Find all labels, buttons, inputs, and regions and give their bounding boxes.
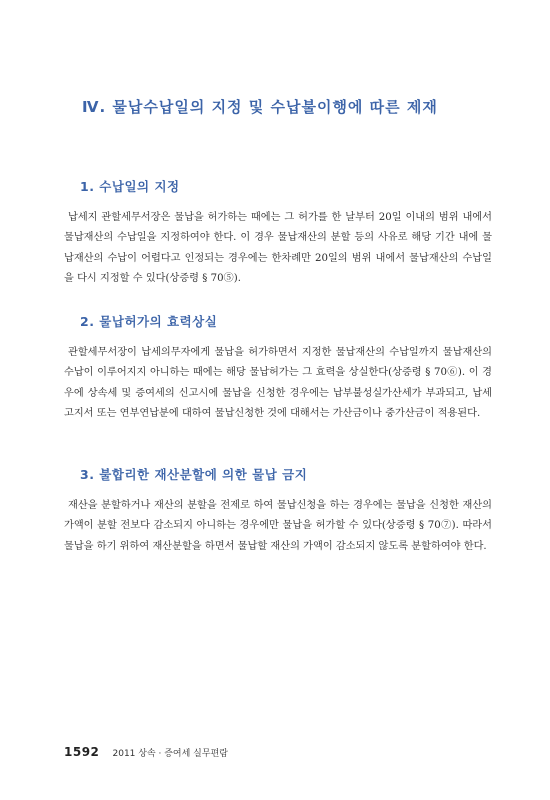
- section-heading-1: 1. 수납일의 지정: [80, 179, 180, 194]
- section-body-2: 관할세무서장이 납세의무자에게 물납을 허가하면서 지정한 물납재산의 수납일까지 물납재산의 수납이 이루어지지 아니하는 때에는 해당 물납허가는 그 효력을 상실한다(상증령 § 70⑥). 이 경우에 상속세 및 증여세의 신고시에 물납을 신청한 경우에는 납부불성실가산세가 부과되고, 납세고지서 또는 연부연납분에 대하여 물납신청한 것에 대해서는 가산금이나 중가산금이 적용된다.: [64, 347, 492, 419]
- section-body-3: 재산을 분할하거나 재산의 분할을 전제로 하여 물납신청을 하는 경우에는 물납을 신청한 재산의 가액이 분할 전보다 감소되지 아니하는 경우에만 물납을 허가할 수 있다(상증령 § 70⑦). 따라서 물납을 하기 위하여 재산분할을 하면서 물납할 재산의 가액이 감소되지 않도록 분할하여야 한다.: [64, 500, 492, 552]
- section-heading-3: 3. 불합리한 재산분할에 의한 물납 금지: [80, 467, 308, 482]
- page-number: 1592: [64, 745, 100, 759]
- section-body-1: 납세지 관할세무서장은 물납을 허가하는 때에는 그 허가를 한 날부터 20일 이내의 범위 내에서 물납재산의 수납일을 지정하여야 한다. 이 경우 물납재산의 분할 등의 사유로 해당 기간 내에 물납재산의 수납이 어렵다고 인정되는 경우에는 한차례만 20일의 범위 내에서 물납재산의 수납일을 다시 지정할 수 있다(상증령 § 70⑤).: [64, 212, 492, 284]
- section-heading-2: 2. 물납허가의 효력상실: [80, 314, 218, 329]
- chapter-title: Ⅳ. 물납수납일의 지정 및 수납불이행에 따른 제재: [82, 98, 438, 116]
- page-footer: [64, 741, 228, 760]
- book-title: 2011 상속 · 증여세 실무편람: [112, 749, 228, 759]
